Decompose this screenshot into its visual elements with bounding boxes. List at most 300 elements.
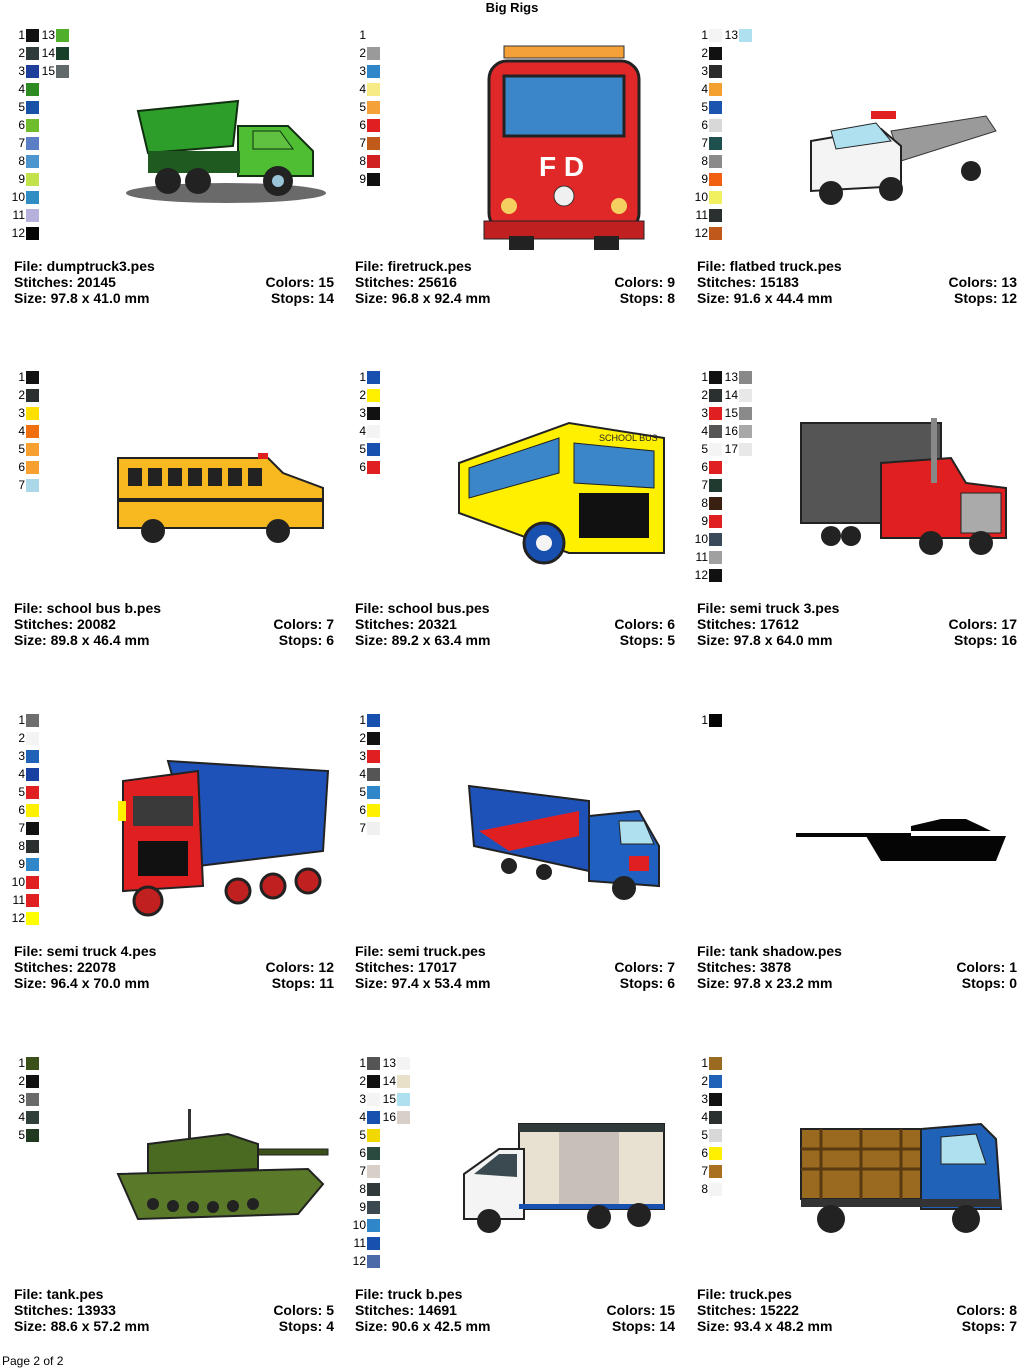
- color-swatch: [367, 1147, 380, 1160]
- swatch-number: 1: [701, 712, 708, 727]
- color-swatch-row: [379, 1108, 410, 1126]
- stitch-count: Stitches: 20321: [355, 616, 457, 632]
- swatch-number: 8: [359, 1181, 366, 1196]
- color-swatch-row: [8, 909, 39, 927]
- svg-text:F D: F D: [539, 151, 585, 182]
- swatch-number: 12: [352, 1253, 366, 1268]
- color-swatch-row: [349, 1252, 380, 1270]
- color-swatch: [367, 804, 380, 817]
- stop-count: Stops: 5: [619, 632, 675, 648]
- color-swatch: [26, 101, 39, 114]
- color-swatch: [367, 65, 380, 78]
- file-name: File: semi truck 4.pes: [14, 943, 157, 959]
- color-swatch-row: [8, 855, 39, 873]
- stitch-count: Stitches: 14691: [355, 1302, 457, 1318]
- color-count: Colors: 13: [948, 274, 1017, 290]
- swatch-number: 3: [701, 405, 708, 420]
- swatch-number: 7: [701, 477, 708, 492]
- color-swatch-row: [8, 819, 39, 837]
- swatch-number: 6: [701, 459, 708, 474]
- color-swatch-row: [349, 765, 380, 783]
- color-swatch: [26, 155, 39, 168]
- swatch-number: 12: [694, 567, 708, 582]
- color-swatch-row: [8, 1054, 39, 1072]
- color-swatch-row: [349, 747, 380, 765]
- swatch-number: 5: [701, 99, 708, 114]
- color-swatch-row: [8, 1108, 39, 1126]
- color-swatch: [367, 822, 380, 835]
- color-swatch: [709, 515, 722, 528]
- color-count: Colors: 8: [956, 1302, 1017, 1318]
- flatbed-truck-icon: [791, 36, 1021, 256]
- color-swatch: [367, 768, 380, 781]
- swatch-number: 7: [18, 820, 25, 835]
- color-swatch: [739, 425, 752, 438]
- color-swatch: [26, 768, 39, 781]
- color-count: Colors: 7: [614, 959, 675, 975]
- swatch-number: 1: [359, 712, 366, 727]
- swatch-number: 9: [18, 856, 25, 871]
- color-swatch: [709, 101, 722, 114]
- swatch-number: 11: [695, 207, 708, 222]
- swatch-number: 5: [359, 784, 366, 799]
- design-size: Size: 88.6 x 57.2 mm: [14, 1318, 150, 1334]
- stitch-count: Stitches: 25616: [355, 274, 457, 290]
- color-swatch: [709, 173, 722, 186]
- color-swatch: [56, 47, 69, 60]
- color-swatch-row: [691, 566, 722, 584]
- stitch-count: Stitches: 20145: [14, 274, 116, 290]
- color-swatch-row: [8, 1090, 39, 1108]
- file-name: File: dumptruck3.pes: [14, 258, 155, 274]
- color-swatch: [26, 786, 39, 799]
- color-swatch: [367, 1237, 380, 1250]
- swatch-number: 2: [18, 1073, 25, 1088]
- swatch-number: 7: [701, 1163, 708, 1178]
- color-swatch-row: [349, 170, 380, 188]
- color-swatch: [367, 425, 380, 438]
- color-swatch-row: [691, 116, 722, 134]
- swatch-number: 11: [695, 549, 708, 564]
- swatch-number: 3: [359, 748, 366, 763]
- swatch-number: 1: [18, 1055, 25, 1070]
- color-swatch-row: [8, 711, 39, 729]
- stop-count: Stops: 14: [270, 290, 334, 306]
- color-swatch: [367, 137, 380, 150]
- color-swatch-row: [379, 1054, 410, 1072]
- color-swatch-row: [349, 1090, 380, 1108]
- file-name: File: truck b.pes: [355, 1286, 463, 1302]
- design-size: Size: 96.4 x 70.0 mm: [14, 975, 150, 991]
- design-card: [11, 26, 344, 326]
- swatch-number: 7: [18, 477, 25, 492]
- color-swatch-row: [691, 1144, 722, 1162]
- color-swatch-row: [8, 783, 39, 801]
- color-swatch-row: [38, 62, 69, 80]
- swatch-number: 2: [701, 45, 708, 60]
- color-swatch-row: [8, 206, 39, 224]
- design-size: Size: 97.4 x 53.4 mm: [355, 975, 491, 991]
- swatch-number: 2: [701, 1073, 708, 1088]
- color-swatch-row: [691, 440, 722, 458]
- swatch-number: 6: [359, 1145, 366, 1160]
- swatch-number: 12: [11, 225, 25, 240]
- swatch-number: 3: [701, 63, 708, 78]
- color-swatch: [26, 461, 39, 474]
- color-swatch-row: [8, 765, 39, 783]
- color-swatch: [26, 173, 39, 186]
- color-swatch: [709, 1075, 722, 1088]
- color-swatch: [26, 822, 39, 835]
- file-name: File: tank shadow.pes: [697, 943, 842, 959]
- swatch-number: 16: [724, 423, 738, 438]
- fire-truck-icon: [449, 36, 679, 256]
- color-swatch: [26, 83, 39, 96]
- design-info: [14, 1286, 334, 1334]
- color-swatch: [26, 119, 39, 132]
- color-swatch: [367, 461, 380, 474]
- color-swatch-row: [691, 494, 722, 512]
- color-swatch-row: [8, 188, 39, 206]
- swatch-number: 10: [11, 874, 25, 889]
- color-swatch-row: [8, 170, 39, 188]
- color-count: Colors: 1: [956, 959, 1017, 975]
- swatch-number: 16: [382, 1109, 396, 1124]
- stitch-count: Stitches: 15183: [697, 274, 799, 290]
- stitch-count: Stitches: 15222: [697, 1302, 799, 1318]
- swatch-number: 9: [359, 171, 366, 186]
- color-swatch: [26, 858, 39, 871]
- design-info: [14, 943, 334, 991]
- color-swatch: [709, 461, 722, 474]
- color-swatch-row: [691, 44, 722, 62]
- file-name: File: school bus b.pes: [14, 600, 162, 616]
- swatch-number: 3: [359, 63, 366, 78]
- swatch-number: 2: [18, 730, 25, 745]
- color-swatch-row: [349, 80, 380, 98]
- color-swatch: [397, 1093, 410, 1106]
- color-swatch: [26, 750, 39, 763]
- color-swatch: [397, 1075, 410, 1088]
- color-swatch: [367, 29, 380, 42]
- color-swatch: [367, 83, 380, 96]
- color-swatch-row: [721, 386, 752, 404]
- swatch-number: 4: [18, 766, 25, 781]
- swatch-number: 12: [11, 910, 25, 925]
- color-swatch: [26, 1093, 39, 1106]
- design-info: [697, 943, 1017, 991]
- stitch-count: Stitches: 22078: [14, 959, 116, 975]
- color-swatch: [397, 1057, 410, 1070]
- swatch-number: 1: [701, 27, 708, 42]
- swatch-number: 4: [18, 423, 25, 438]
- color-swatch-row: [721, 422, 752, 440]
- color-swatch-row: [691, 1180, 722, 1198]
- design-info: [355, 600, 675, 648]
- swatch-number: 13: [724, 27, 738, 42]
- color-swatch-row: [8, 891, 39, 909]
- color-swatch-row: [691, 188, 722, 206]
- file-name: File: firetruck.pes: [355, 258, 472, 274]
- color-swatch-row: [349, 152, 380, 170]
- swatch-number: 3: [701, 1091, 708, 1106]
- design-size: Size: 91.6 x 44.4 mm: [697, 290, 833, 306]
- swatch-number: 8: [701, 153, 708, 168]
- color-swatch-row: [349, 26, 380, 44]
- color-swatch: [26, 1129, 39, 1142]
- color-count: Colors: 17: [948, 616, 1017, 632]
- swatch-number: 9: [359, 1199, 366, 1214]
- swatch-number: 6: [359, 459, 366, 474]
- swatch-number: 7: [701, 135, 708, 150]
- color-swatch-row: [8, 422, 39, 440]
- color-swatch-row: [349, 98, 380, 116]
- color-swatch: [709, 1093, 722, 1106]
- color-swatch-row: [691, 368, 722, 386]
- swatch-number: 13: [41, 27, 55, 42]
- stitch-count: Stitches: 3878: [697, 959, 792, 975]
- color-swatch-row: [349, 386, 380, 404]
- swatch-number: 3: [18, 405, 25, 420]
- swatch-number: 5: [701, 1127, 708, 1142]
- color-swatch: [367, 1183, 380, 1196]
- color-swatch-row: [691, 206, 722, 224]
- color-swatch-row: [8, 1072, 39, 1090]
- color-swatch-row: [691, 152, 722, 170]
- stitch-count: Stitches: 17612: [697, 616, 799, 632]
- color-swatch-row: [349, 1198, 380, 1216]
- school-bus-front-icon: [449, 378, 679, 598]
- color-swatch-row: [691, 422, 722, 440]
- design-size: Size: 89.8 x 46.4 mm: [14, 632, 150, 648]
- page-title: Big Rigs: [485, 0, 539, 15]
- color-swatch-row: [721, 440, 752, 458]
- color-swatch-row: [349, 134, 380, 152]
- color-swatch-row: [349, 1216, 380, 1234]
- color-swatch: [367, 119, 380, 132]
- color-swatch-row: [8, 116, 39, 134]
- color-swatch: [709, 569, 722, 582]
- swatch-number: 2: [18, 387, 25, 402]
- color-swatch: [367, 732, 380, 745]
- swatch-number: 2: [359, 387, 366, 402]
- color-swatch-row: [8, 386, 39, 404]
- page-footer: Page 2 of 2: [2, 1354, 64, 1368]
- color-swatch: [367, 173, 380, 186]
- swatch-number: 11: [12, 892, 25, 907]
- stake-truck-icon: [791, 1064, 1021, 1284]
- color-swatch-row: [349, 1072, 380, 1090]
- svg-text:SCHOOL BUS: SCHOOL BUS: [599, 433, 658, 443]
- color-swatch-row: [349, 458, 380, 476]
- swatch-number: 1: [18, 712, 25, 727]
- design-card: [355, 711, 685, 1011]
- swatch-number: 6: [359, 117, 366, 132]
- swatch-number: 15: [382, 1091, 396, 1106]
- color-swatch: [26, 876, 39, 889]
- stitch-count: Stitches: 20082: [14, 616, 116, 632]
- design-card: [11, 711, 344, 1011]
- swatch-number: 8: [701, 495, 708, 510]
- color-swatch-row: [8, 134, 39, 152]
- color-swatch-row: [349, 1054, 380, 1072]
- color-swatch: [367, 1219, 380, 1232]
- color-swatch-row: [8, 80, 39, 98]
- color-swatch: [397, 1111, 410, 1124]
- color-swatch: [709, 65, 722, 78]
- color-swatch-row: [691, 512, 722, 530]
- color-swatch: [367, 407, 380, 420]
- swatch-number: 4: [359, 81, 366, 96]
- color-count: Colors: 7: [273, 616, 334, 632]
- design-size: Size: 97.8 x 64.0 mm: [697, 632, 833, 648]
- color-swatch: [26, 371, 39, 384]
- swatch-number: 15: [41, 63, 55, 78]
- file-name: File: tank.pes: [14, 1286, 104, 1302]
- file-name: File: semi truck.pes: [355, 943, 486, 959]
- swatch-number: 1: [701, 1055, 708, 1070]
- stop-count: Stops: 12: [953, 290, 1017, 306]
- color-swatch-row: [691, 170, 722, 188]
- color-swatch: [367, 714, 380, 727]
- color-swatch-row: [691, 1090, 722, 1108]
- color-swatch: [26, 209, 39, 222]
- design-info: [697, 258, 1017, 306]
- design-size: Size: 97.8 x 23.2 mm: [697, 975, 833, 991]
- color-swatch-row: [691, 1108, 722, 1126]
- color-swatch-row: [691, 26, 722, 44]
- color-swatch-row: [349, 783, 380, 801]
- color-swatch: [367, 1129, 380, 1142]
- color-swatch: [26, 1075, 39, 1088]
- color-swatch-row: [8, 801, 39, 819]
- swatch-number: 4: [18, 81, 25, 96]
- color-swatch-row: [8, 62, 39, 80]
- color-swatch-row: [8, 368, 39, 386]
- color-count: Colors: 15: [265, 274, 334, 290]
- color-swatch-row: [691, 224, 722, 242]
- swatch-number: 6: [18, 117, 25, 132]
- color-swatch-row: [691, 80, 722, 98]
- color-swatch: [709, 479, 722, 492]
- color-swatch-row: [349, 1234, 380, 1252]
- color-swatch: [367, 1201, 380, 1214]
- stop-count: Stops: 8: [619, 290, 675, 306]
- swatch-number: 3: [359, 1091, 366, 1106]
- swatch-number: 5: [18, 441, 25, 456]
- semi-truck-icon: [449, 721, 679, 941]
- color-swatch: [739, 407, 752, 420]
- design-card: [694, 26, 1024, 326]
- stop-count: Stops: 0: [961, 975, 1017, 991]
- swatch-number: 6: [701, 117, 708, 132]
- swatch-number: 1: [359, 27, 366, 42]
- color-swatch-row: [349, 819, 380, 837]
- color-count: Colors: 6: [614, 616, 675, 632]
- swatch-number: 6: [18, 802, 25, 817]
- swatch-number: 5: [359, 99, 366, 114]
- swatch-number: 14: [382, 1073, 396, 1088]
- color-swatch: [26, 840, 39, 853]
- color-swatch-row: [8, 26, 39, 44]
- swatch-number: 12: [694, 225, 708, 240]
- swatch-number: 10: [11, 189, 25, 204]
- color-swatch-row: [349, 116, 380, 134]
- color-swatch-row: [379, 1072, 410, 1090]
- swatch-number: 4: [701, 423, 708, 438]
- stop-count: Stops: 14: [611, 1318, 675, 1334]
- design-size: Size: 90.6 x 42.5 mm: [355, 1318, 491, 1334]
- color-count: Colors: 15: [606, 1302, 675, 1318]
- file-name: File: flatbed truck.pes: [697, 258, 842, 274]
- swatch-number: 1: [18, 369, 25, 384]
- design-info: [355, 943, 675, 991]
- swatch-number: 3: [18, 748, 25, 763]
- swatch-number: 2: [359, 45, 366, 60]
- color-swatch-row: [691, 1054, 722, 1072]
- color-swatch: [26, 732, 39, 745]
- color-swatch: [709, 1111, 722, 1124]
- color-swatch: [26, 1057, 39, 1070]
- file-name: File: semi truck 3.pes: [697, 600, 840, 616]
- swatch-number: 13: [382, 1055, 396, 1070]
- swatch-number: 10: [352, 1217, 366, 1232]
- color-swatch-row: [349, 1162, 380, 1180]
- design-card: [355, 368, 685, 668]
- color-swatch-row: [8, 224, 39, 242]
- color-swatch: [26, 137, 39, 150]
- color-swatch-row: [8, 44, 39, 62]
- color-swatch: [26, 479, 39, 492]
- school-bus-side-icon: [108, 378, 338, 598]
- file-name: File: truck.pes: [697, 1286, 792, 1302]
- color-swatch: [709, 209, 722, 222]
- color-swatch-row: [691, 404, 722, 422]
- stop-count: Stops: 16: [953, 632, 1017, 648]
- color-swatch: [367, 1255, 380, 1268]
- design-info: [355, 1286, 675, 1334]
- swatch-number: 3: [18, 1091, 25, 1106]
- design-info: [697, 1286, 1017, 1334]
- color-swatch-row: [349, 1144, 380, 1162]
- swatch-number: 5: [18, 99, 25, 114]
- color-swatch: [709, 155, 722, 168]
- color-swatch-row: [691, 134, 722, 152]
- design-size: Size: 89.2 x 63.4 mm: [355, 632, 491, 648]
- color-swatch-row: [349, 404, 380, 422]
- color-swatch: [709, 1165, 722, 1178]
- color-swatch-row: [691, 1126, 722, 1144]
- swatch-number: 17: [724, 441, 738, 456]
- swatch-number: 1: [701, 369, 708, 384]
- design-info: [355, 258, 675, 306]
- swatch-number: 5: [18, 1127, 25, 1142]
- color-swatch: [26, 407, 39, 420]
- swatch-number: 15: [724, 405, 738, 420]
- color-swatch-row: [691, 458, 722, 476]
- color-swatch-row: [349, 1180, 380, 1198]
- swatch-number: 8: [18, 153, 25, 168]
- color-swatch-row: [38, 26, 69, 44]
- design-size: Size: 93.4 x 48.2 mm: [697, 1318, 833, 1334]
- swatch-number: 1: [359, 369, 366, 384]
- color-swatch: [739, 371, 752, 384]
- color-swatch: [709, 533, 722, 546]
- color-swatch-row: [8, 837, 39, 855]
- swatch-number: 14: [41, 45, 55, 60]
- color-swatch-row: [349, 62, 380, 80]
- color-swatch-row: [349, 44, 380, 62]
